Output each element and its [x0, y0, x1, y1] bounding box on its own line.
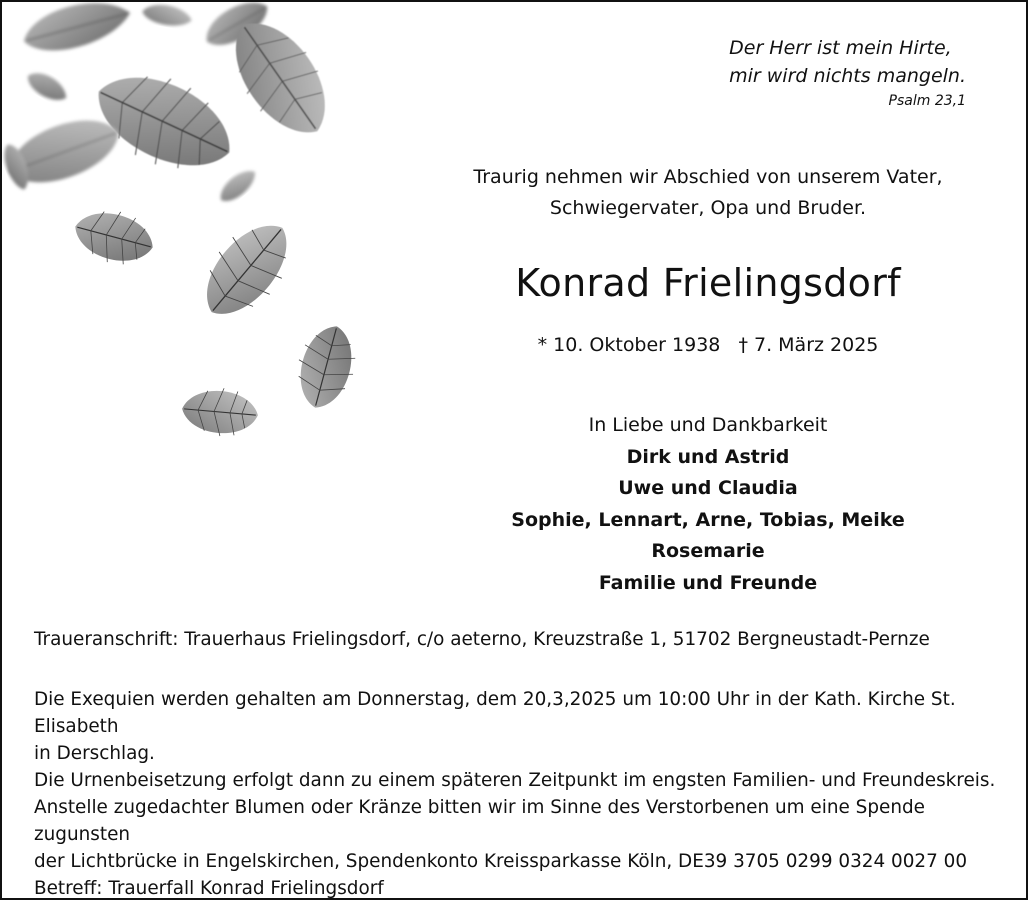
exequien-line-1: Die Exequien werden gehalten am Donnerstag, dem 20,3,2025 um 10:00 Uhr in der Kath. Kirche St. Elisabeth	[34, 689, 956, 737]
leaf-13	[180, 385, 260, 439]
address-line: Traueranschrift: Trauerhaus Frielingsdorf, c/o aeterno, Kreuzstraße 1, 51702 Bergneustadt-Pernze	[34, 629, 930, 650]
leaf-6	[81, 54, 247, 191]
life-dates	[402, 330, 1014, 360]
donation-line-1: Anstelle zugedachter Blumen oder Kränze bitten wir im Sinne des Verstorbenen um eine Spende zugunsten	[34, 797, 925, 845]
death-date: † 7. März 2025	[738, 334, 879, 356]
urn-burial-line: Die Urnenbeisetzung erfolgt dann zu einem späteren Zeitpunkt im engsten Familien- und Freundeskreis.	[34, 770, 996, 791]
funeral-details	[34, 686, 1009, 794]
birth-date: * 10. Oktober 1938	[537, 334, 721, 356]
mourner-name: Sophie, Lennart, Arne, Tobias, Meike	[511, 508, 905, 531]
falling-leaves-illustration	[2, 2, 382, 462]
mourners-list	[402, 410, 1014, 600]
leaf-2	[141, 2, 194, 29]
mourner-name: Uwe und Claudia	[618, 477, 798, 500]
mourner-name: Familie und Freunde	[598, 571, 818, 594]
psalm-line-1: Der Herr ist mein Hirte,	[729, 37, 952, 59]
mourner-name: Dirk und Astrid	[626, 445, 790, 468]
mourner-name: Rosemarie	[651, 540, 765, 563]
donation-reference: Betreff: Trauerfall Konrad Frielingsdorf	[34, 878, 384, 899]
leaf-11	[186, 207, 307, 334]
leaf-10	[69, 202, 160, 273]
mourners-lead: In Liebe und Dankbarkeit	[588, 414, 828, 436]
donation-line-2: der Lichtbrücke in Engelskirchen, Spendenkonto Kreissparkasse Köln, DE39 3705 0299 0324 0027 00	[34, 851, 968, 872]
intro-text	[402, 162, 1014, 224]
intro-line-2: Schwiegervater, Opa und Bruder.	[549, 197, 867, 219]
mourning-address	[34, 626, 1009, 653]
exequien-line-2: in Derschlag.	[34, 743, 155, 764]
psalm-line-2: mir wird nichts mangeln.	[729, 65, 966, 87]
donation-info	[34, 794, 1009, 900]
psalm-reference: Psalm 23,1	[888, 93, 966, 109]
intro-line-1: Traurig nehmen wir Abschied von unserem Vater,	[473, 166, 943, 188]
psalm-quote	[729, 34, 966, 112]
leaf-1	[18, 2, 135, 60]
leaf-12	[288, 319, 364, 415]
deceased-name: Konrad Frielingsdorf	[515, 261, 901, 305]
leaf-9	[215, 164, 261, 207]
leaf-5	[23, 67, 71, 107]
